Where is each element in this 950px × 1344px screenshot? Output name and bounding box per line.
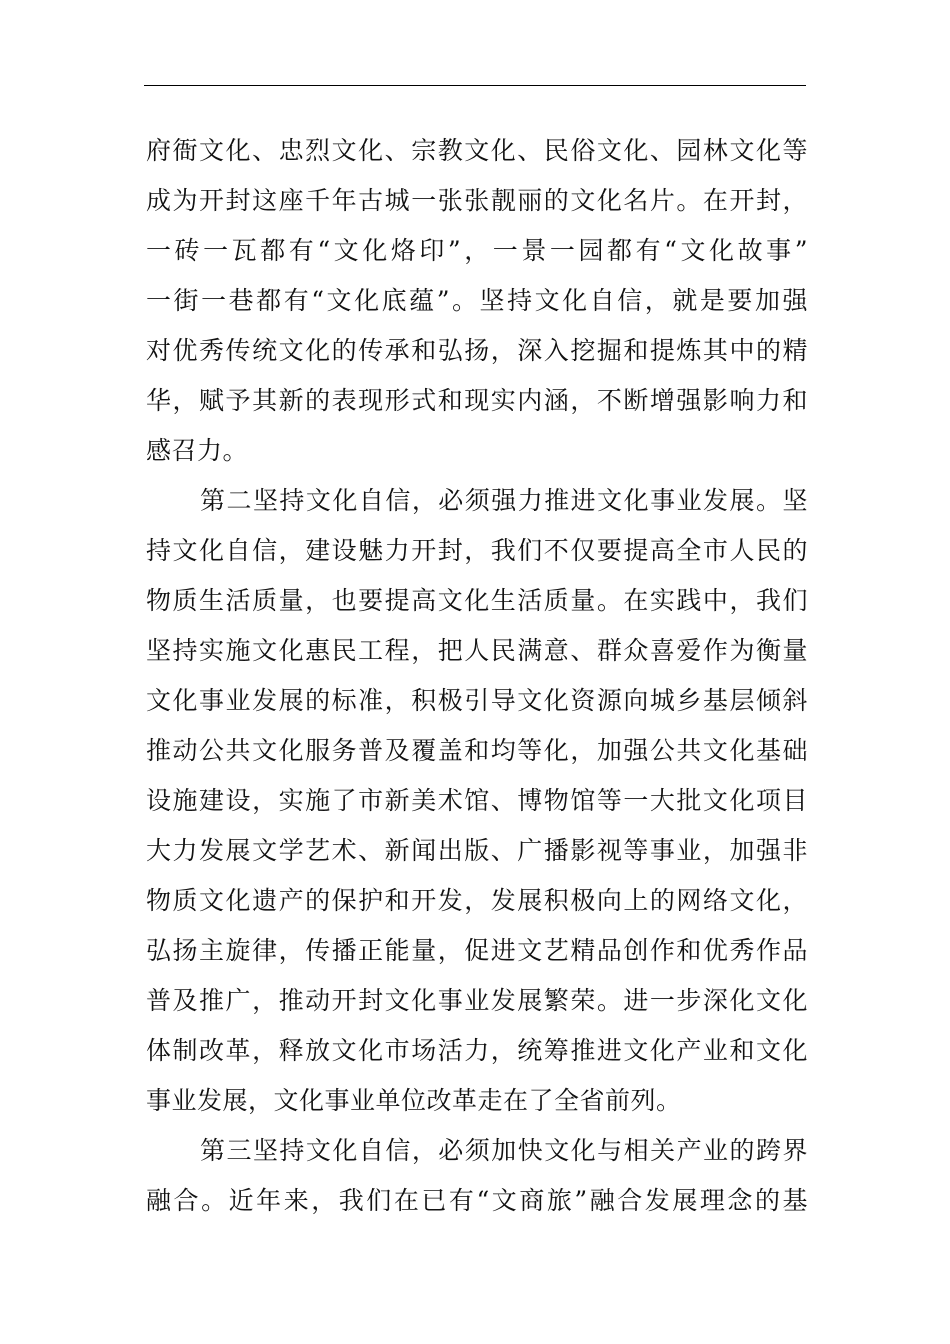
text-line: 融合。近年来，我们在已有“文商旅”融合发展理念的基 [146,1186,808,1215]
text-line: 府衙文化、忠烈文化、宗教文化、民俗文化、园林文化等 [146,136,808,165]
text-line: 一砖一瓦都有“文化烙印”，一景一园都有“文化故事” [146,236,808,265]
paragraph-3 [146,1126,808,1226]
document-body [146,126,808,1226]
text-line: 物质文化遗产的保护和开发，发展积极向上的网络文化， [146,886,808,915]
paragraph-1 [146,126,808,476]
text-line: 持文化自信，建设魅力开封，我们不仅要提高全市人民的 [146,536,808,565]
text-line: 弘扬主旋律，传播正能量，促进文艺精品创作和优秀作品 [146,936,808,965]
text-line: 设施建设，实施了市新美术馆、博物馆等一大批文化项目 [146,786,808,815]
text-line: 大力发展文学艺术、新闻出版、广播影视等事业，加强非 [146,836,808,865]
text-line: 对优秀传统文化的传承和弘扬，深入挖掘和提炼其中的精 [146,336,808,365]
text-line: 物质生活质量，也要提高文化生活质量。在实践中，我们 [146,586,808,615]
text-line: 事业发展，文化事业单位改革走在了全省前列。 [146,1086,682,1115]
header-rule [144,85,806,86]
text-line: 第三坚持文化自信，必须加快文化与相关产业的跨界 [200,1136,808,1165]
text-line: 文化事业发展的标准，积极引导文化资源向城乡基层倾斜 [146,686,808,715]
text-line: 成为开封这座千年古城一张张靓丽的文化名片。在开封， [146,186,808,215]
text-line: 感召力。 [146,436,249,465]
text-line: 华，赋予其新的表现形式和现实内涵，不断增强影响力和 [146,386,808,415]
text-line: 一街一巷都有“文化底蕴”。坚持文化自信，就是要加强 [146,286,808,315]
text-line: 体制改革，释放文化市场活力，统筹推进文化产业和文化 [146,1036,808,1065]
text-line: 推动公共文化服务普及覆盖和均等化，加强公共文化基础 [146,736,808,765]
paragraph-2 [146,476,808,1126]
text-line: 普及推广，推动开封文化事业发展繁荣。进一步深化文化 [146,986,808,1015]
text-line: 坚持实施文化惠民工程，把人民满意、群众喜爱作为衡量 [146,636,808,665]
text-line: 第二坚持文化自信，必须强力推进文化事业发展。坚 [200,486,808,515]
